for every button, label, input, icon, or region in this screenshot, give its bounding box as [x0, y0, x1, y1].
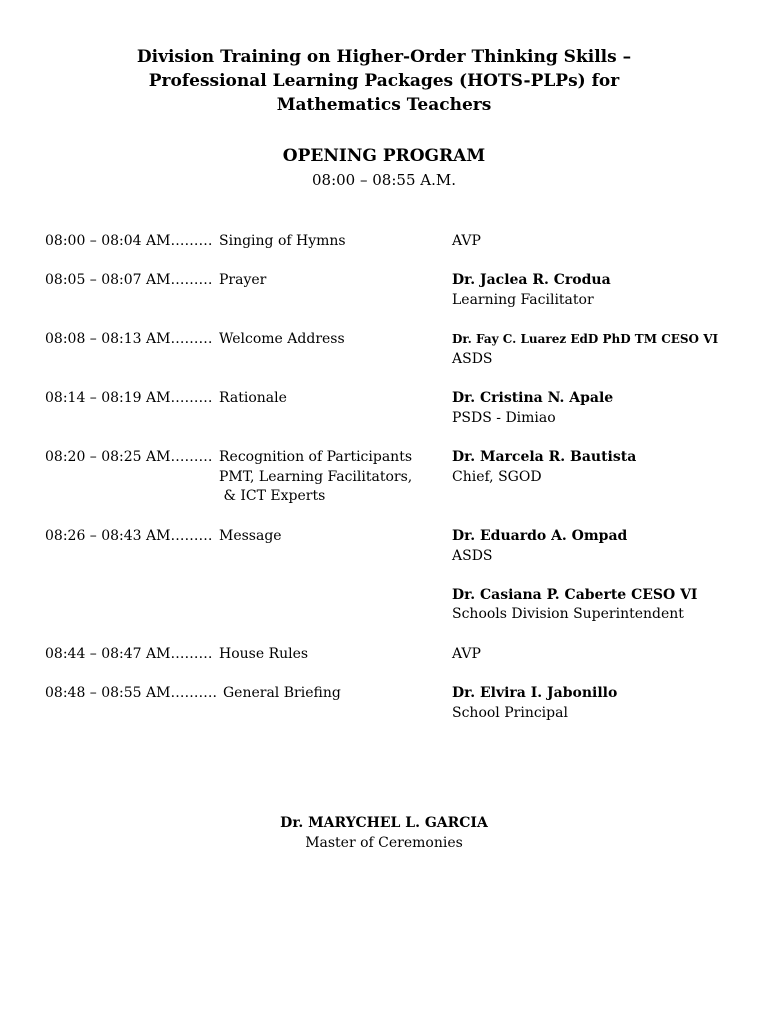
- schedule-person: [452, 527, 698, 625]
- person-role: ASDS: [452, 547, 493, 564]
- mc-role: Master of Ceremonies: [305, 834, 463, 851]
- schedule-person: [452, 330, 718, 369]
- title-line: Professional Learning Packages (HOTS-PLPs) for: [148, 71, 620, 91]
- activity-line: House Rules: [219, 646, 309, 662]
- schedule-person: [452, 645, 481, 665]
- person-role: Chief, SGOD: [452, 468, 542, 485]
- activity-line: Welcome Address: [219, 331, 345, 347]
- activity-line: General Briefing: [223, 685, 341, 701]
- document-title: [0, 45, 768, 117]
- person-name: Dr. Marcela R. Bautista: [452, 449, 637, 465]
- person-role: PSDS - Dimiao: [452, 409, 556, 426]
- schedule-time: 08:20 – 08:25 AM………: [45, 449, 213, 465]
- schedule-activity: [219, 527, 282, 547]
- schedule-activity: [219, 232, 346, 252]
- schedule-person: [452, 448, 636, 487]
- activity-line: PMT, Learning Facilitators,: [219, 468, 413, 485]
- schedule-time: 08:26 – 08:43 AM………: [45, 528, 213, 544]
- mc-name: Dr. MARYCHEL L. GARCIA: [280, 815, 488, 831]
- schedule-time: 08:08 – 08:13 AM………: [45, 331, 213, 347]
- person-role: AVP: [452, 233, 481, 249]
- schedule-activity: [223, 684, 341, 704]
- schedule-activity: [219, 389, 287, 409]
- schedule-person: [452, 684, 617, 723]
- schedule-person: [452, 389, 613, 428]
- person-name: Dr. Eduardo A. Ompad: [452, 528, 628, 544]
- master-of-ceremonies: [0, 814, 768, 853]
- program-heading: OPENING PROGRAM: [282, 146, 486, 166]
- activity-line: Prayer: [219, 272, 267, 288]
- activity-line: & ICT Experts: [219, 488, 326, 504]
- person-role: ASDS: [452, 350, 493, 367]
- person-role: School Principal: [452, 704, 568, 721]
- activity-line: Rationale: [219, 390, 287, 406]
- person-role: Learning Facilitator: [452, 291, 594, 308]
- schedule-activity: [219, 448, 412, 507]
- person-role: AVP: [452, 646, 481, 662]
- schedule-activity: [219, 271, 266, 291]
- activity-line: Singing of Hymns: [219, 233, 346, 249]
- person-name: Dr. Casiana P. Caberte CESO VI: [452, 586, 698, 603]
- person-role: Schools Division Superintendent: [452, 606, 684, 622]
- schedule-time: 08:05 – 08:07 AM………: [45, 272, 213, 288]
- person-name: Dr. Elvira I. Jabonillo: [452, 685, 618, 701]
- program-time: 08:00 – 08:55 A.M.: [312, 171, 456, 189]
- schedule-time: 08:14 – 08:19 AM………: [45, 390, 213, 406]
- schedule-activity: [219, 330, 345, 350]
- schedule-person: [452, 271, 611, 310]
- title-line: Mathematics Teachers: [276, 95, 492, 115]
- schedule-time: 08:44 – 08:47 AM………: [45, 646, 213, 662]
- schedule-time: 08:00 – 08:04 AM………: [45, 233, 213, 249]
- activity-line: Recognition of Participants: [219, 449, 412, 465]
- schedule-person: [452, 232, 481, 252]
- schedule-activity: [219, 645, 308, 665]
- person-name: Dr. Fay C. Luarez EdD PhD TM CESO VI: [452, 332, 719, 346]
- activity-line: Message: [219, 528, 282, 544]
- title-line: Division Training on Higher-Order Thinking Skills –: [136, 47, 632, 67]
- person-name: Dr. Jaclea R. Crodua: [452, 272, 611, 288]
- person-name: Dr. Cristina N. Apale: [452, 390, 614, 406]
- schedule-time: 08:48 – 08:55 AM……….: [45, 685, 217, 701]
